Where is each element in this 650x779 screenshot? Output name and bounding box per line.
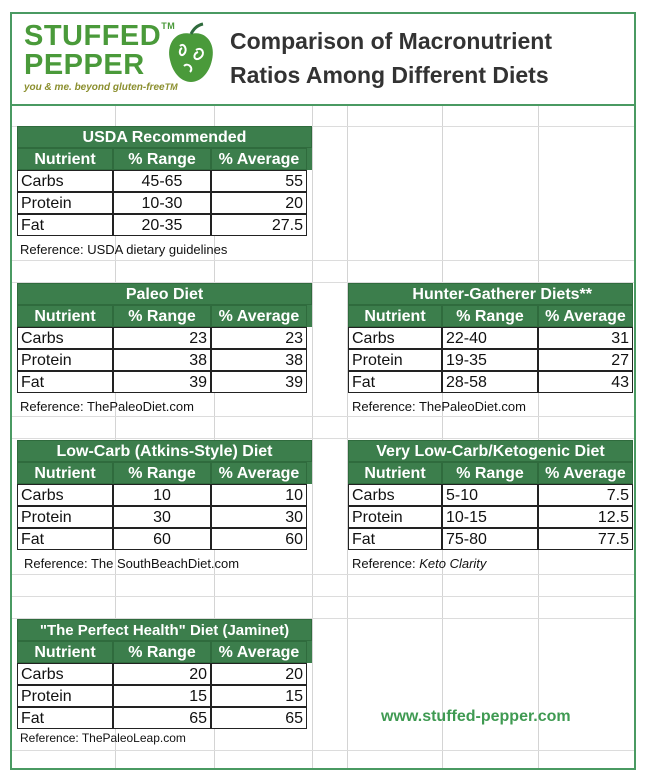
table-header xyxy=(17,462,312,484)
cell-average: 27 xyxy=(538,349,633,371)
cell-range: 20-35 xyxy=(113,214,211,236)
table-row xyxy=(17,663,312,685)
usda-reference: Reference: USDA dietary guidelines xyxy=(20,242,228,257)
cell-range: 28-58 xyxy=(442,371,538,393)
cell-nutrient: Protein xyxy=(348,349,442,371)
cell-average: 38 xyxy=(211,349,307,371)
header-range: % Range xyxy=(442,305,538,327)
cell-average: 7.5 xyxy=(538,484,633,506)
table-title: Hunter-Gatherer Diets** xyxy=(348,283,633,305)
keto-reference xyxy=(352,556,486,571)
table-row xyxy=(17,707,312,729)
cell-nutrient: Protein xyxy=(348,506,442,528)
table-row xyxy=(17,685,312,707)
cell-average: 12.5 xyxy=(538,506,633,528)
header-range: % Range xyxy=(113,148,211,170)
cell-average: 20 xyxy=(211,192,307,214)
table-title: "The Perfect Health" Diet (Jaminet) xyxy=(17,619,312,641)
table-header xyxy=(17,148,312,170)
page-title xyxy=(230,24,625,92)
cell-nutrient: Protein xyxy=(17,506,113,528)
cell-range: 10-15 xyxy=(442,506,538,528)
hunter-gatherer-table xyxy=(348,283,633,393)
table-row xyxy=(17,484,312,506)
header-nutrient: Nutrient xyxy=(17,641,113,663)
header-average: % Average xyxy=(538,462,633,484)
cell-nutrient: Fat xyxy=(17,707,113,729)
table-row xyxy=(348,371,633,393)
brand-line2: PEPPER xyxy=(24,49,145,81)
header-average: % Average xyxy=(211,641,307,663)
brand-logo xyxy=(24,22,178,93)
brand-line1: STUFFED xyxy=(24,20,162,52)
table-row xyxy=(17,349,312,371)
cell-range: 15 xyxy=(113,685,211,707)
table-row xyxy=(348,484,633,506)
cell-nutrient: Carbs xyxy=(348,327,442,349)
table-row xyxy=(17,371,312,393)
header-nutrient: Nutrient xyxy=(348,305,442,327)
header-average: % Average xyxy=(538,305,633,327)
header-nutrient: Nutrient xyxy=(348,462,442,484)
header-nutrient: Nutrient xyxy=(17,462,113,484)
hunter-reference: Reference: ThePaleoDiet.com xyxy=(352,399,526,414)
cell-average: 10 xyxy=(211,484,307,506)
header-nutrient: Nutrient xyxy=(17,148,113,170)
table-row xyxy=(17,506,312,528)
cell-average: 31 xyxy=(538,327,633,349)
cell-range: 65 xyxy=(113,707,211,729)
usda-table xyxy=(17,126,312,236)
low-carb-table xyxy=(17,440,312,550)
brand-tm: TM xyxy=(161,21,176,31)
keto-reference-label: Reference: xyxy=(352,556,416,571)
cell-average: 77.5 xyxy=(538,528,633,550)
cell-nutrient: Carbs xyxy=(17,663,113,685)
table-header xyxy=(348,462,633,484)
title-line2: Ratios Among Different Diets xyxy=(230,62,549,88)
header-range: % Range xyxy=(113,641,211,663)
cell-range: 38 xyxy=(113,349,211,371)
table-title: Paleo Diet xyxy=(17,283,312,305)
header-range: % Range xyxy=(442,462,538,484)
cell-average: 55 xyxy=(211,170,307,192)
cell-average: 27.5 xyxy=(211,214,307,236)
cell-range: 23 xyxy=(113,327,211,349)
table-title: Very Low-Carb/Ketogenic Diet xyxy=(348,440,633,462)
title-line1: Comparison of Macronutrient xyxy=(230,28,553,54)
cell-range: 20 xyxy=(113,663,211,685)
keto-table xyxy=(348,440,633,550)
table-row xyxy=(348,506,633,528)
header-range: % Range xyxy=(113,462,211,484)
pepper-icon xyxy=(166,22,216,84)
cell-nutrient: Carbs xyxy=(17,484,113,506)
cell-average: 23 xyxy=(211,327,307,349)
cell-nutrient: Protein xyxy=(17,192,113,214)
website-link[interactable]: www.stuffed-pepper.com xyxy=(381,708,571,725)
cell-average: 65 xyxy=(211,707,307,729)
cell-nutrient: Protein xyxy=(17,685,113,707)
header-nutrient: Nutrient xyxy=(17,305,113,327)
table-title: Low-Carb (Atkins-Style) Diet xyxy=(17,440,312,462)
table-header xyxy=(17,641,312,663)
table-row xyxy=(17,214,312,236)
cell-range: 60 xyxy=(113,528,211,550)
paleo-reference: Reference: ThePaleoDiet.com xyxy=(20,399,194,414)
cell-nutrient: Carbs xyxy=(348,484,442,506)
header-average: % Average xyxy=(211,305,307,327)
cell-range: 39 xyxy=(113,371,211,393)
cell-nutrient: Fat xyxy=(348,371,442,393)
cell-nutrient: Carbs xyxy=(17,327,113,349)
perfect-health-table xyxy=(17,619,312,729)
header-range: % Range xyxy=(113,305,211,327)
table-row xyxy=(348,349,633,371)
cell-range: 22-40 xyxy=(442,327,538,349)
cell-range: 10-30 xyxy=(113,192,211,214)
table-row xyxy=(17,192,312,214)
cell-average: 20 xyxy=(211,663,307,685)
cell-average: 60 xyxy=(211,528,307,550)
cell-nutrient: Fat xyxy=(17,528,113,550)
header-divider xyxy=(12,104,634,106)
cell-average: 43 xyxy=(538,371,633,393)
header-average: % Average xyxy=(211,148,307,170)
cell-range: 30 xyxy=(113,506,211,528)
table-row xyxy=(17,327,312,349)
cell-range: 10 xyxy=(113,484,211,506)
table-header xyxy=(348,305,633,327)
cell-range: 45-65 xyxy=(113,170,211,192)
low-carb-reference: Reference: The SouthBeachDiet.com xyxy=(24,556,240,571)
paleo-table xyxy=(17,283,312,393)
cell-average: 30 xyxy=(211,506,307,528)
cell-nutrient: Fat xyxy=(17,371,113,393)
cell-nutrient: Carbs xyxy=(17,170,113,192)
table-row xyxy=(17,528,312,550)
cell-average: 15 xyxy=(211,685,307,707)
cell-range: 19-35 xyxy=(442,349,538,371)
cell-range: 5-10 xyxy=(442,484,538,506)
brand-tagline: you & me. beyond gluten-free xyxy=(24,82,165,93)
perfect-health-reference: Reference: ThePaleoLeap.com xyxy=(20,731,186,745)
table-header xyxy=(17,305,312,327)
header-average: % Average xyxy=(211,462,307,484)
keto-reference-source: Keto Clarity xyxy=(419,556,487,571)
cell-nutrient: Protein xyxy=(17,349,113,371)
table-row xyxy=(17,170,312,192)
cell-nutrient: Fat xyxy=(348,528,442,550)
table-row xyxy=(348,528,633,550)
brand-tagline-tm: TM xyxy=(164,82,178,92)
table-title: USDA Recommended xyxy=(17,126,312,148)
cell-nutrient: Fat xyxy=(17,214,113,236)
cell-range: 75-80 xyxy=(442,528,538,550)
cell-average: 39 xyxy=(211,371,307,393)
table-row xyxy=(348,327,633,349)
